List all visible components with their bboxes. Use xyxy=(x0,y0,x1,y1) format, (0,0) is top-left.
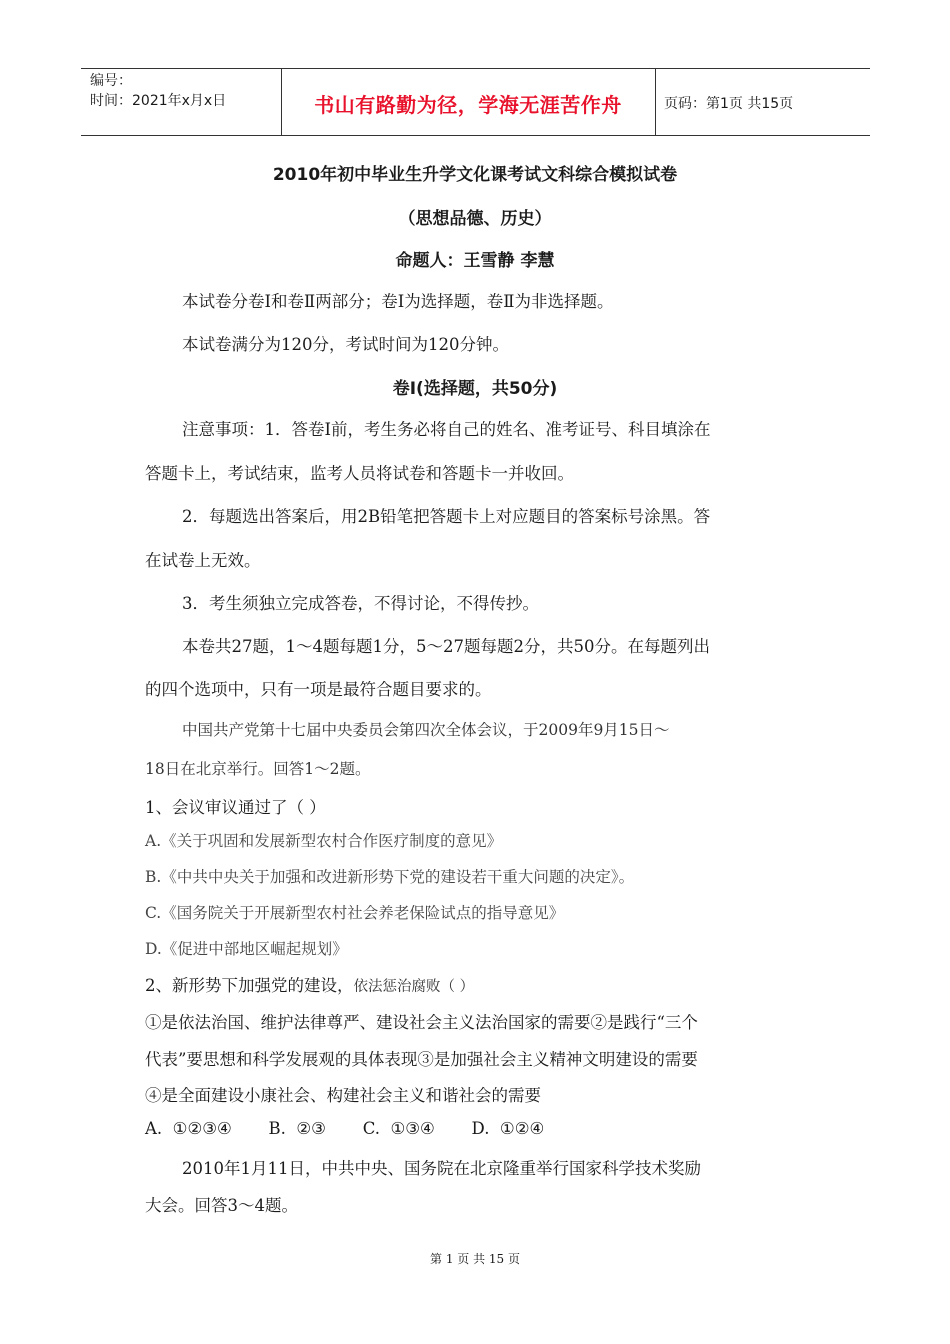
q2-statement: 代表”要思想和科学发展观的具体表现③是加强社会主义精神文明建设的需要 xyxy=(145,1050,698,1069)
context-line: 18日在北京举行。回答1～2题。 xyxy=(145,760,371,778)
q1-option-a: A.《关于巩固和发展新型农村合作医疗制度的意见》 xyxy=(145,832,503,850)
rule-line: 的四个选项中，只有一项是最符合题目要求的。 xyxy=(145,680,492,699)
note-line: 2．每题选出答案后，用2B铅笔把答题卡上对应题目的答案标号涂黑。答 xyxy=(182,507,711,526)
q2-stem-tail: 依法惩治腐败（ ） xyxy=(353,979,475,995)
q2-statement: ①是依法治国、维护法律尊严、建设社会主义法治国家的需要②是践行“三个 xyxy=(145,1013,698,1032)
context-line: 大会。回答3～4题。 xyxy=(145,1196,298,1215)
context-line: 中国共产党第十七届中央委员会第四次全体会议，于2009年9月15日～ xyxy=(182,721,670,739)
section-title: 卷Ⅰ(选择题，共50分) xyxy=(392,379,558,399)
note-line: 答题卡上，考试结束，监考人员将试卷和答题卡一并收回。 xyxy=(145,464,574,483)
header-meta xyxy=(90,71,226,111)
note-line: 3．考生须独立完成答卷，不得讨论，不得传抄。 xyxy=(182,594,539,613)
q2-stem: 2、新形势下加强党的建设， xyxy=(145,976,354,995)
serial-label: 编号： xyxy=(90,73,132,89)
page-header xyxy=(81,68,870,136)
q1-option-c: C.《国务院关于开展新型农村社会养老保险试点的指导意见》 xyxy=(145,904,565,922)
header-motto: 书山有路勤为径，学海无涯苦作舟 xyxy=(314,93,622,117)
time-label: 时间：2021年x月x日 xyxy=(90,93,227,109)
context-line: 2010年1月11日，中共中央、国务院在北京隆重举行国家科学技术奖励 xyxy=(182,1159,701,1178)
exam-authors: 命题人：王雪静 李慧 xyxy=(395,251,555,271)
header-page-info: 页码：第1页 共15页 xyxy=(664,96,794,112)
q1-option-b: B.《中共中央关于加强和改进新形势下党的建设若干重大问题的决定》。 xyxy=(145,868,635,886)
exam-subtitle: （思想品德、历史） xyxy=(398,209,552,229)
q2-options: A. ①②③④ B. ②③ C. ①③④ D. ①②④ xyxy=(145,1119,545,1138)
question-2 xyxy=(145,972,474,996)
rule-line: 本卷共27题，1～4题每题1分，5～27题每题2分，共50分。在每题列出 xyxy=(182,637,710,656)
header-divider xyxy=(655,69,656,135)
q1-option-d: D.《促进中部地区崛起规划》 xyxy=(145,940,348,958)
note-line: 在试卷上无效。 xyxy=(145,551,261,570)
exam-title: 2010年初中毕业生升学文化课考试文科综合模拟试卷 xyxy=(272,165,678,185)
question-1: 1、会议审议通过了（ ） xyxy=(145,798,326,817)
note-line: 注意事项：1．答卷Ⅰ前，考生务必将自己的姓名、准考证号、科目填涂在 xyxy=(182,420,711,439)
q2-statement: ④是全面建设小康社会、构建社会主义和谐社会的需要 xyxy=(145,1086,541,1105)
page-footer: 第 1 页 共 15 页 xyxy=(430,1252,520,1266)
intro-line: 本试卷分卷Ⅰ和卷Ⅱ两部分；卷Ⅰ为选择题，卷Ⅱ为非选择题。 xyxy=(182,292,614,311)
intro-line: 本试卷满分为120分，考试时间为120分钟。 xyxy=(182,335,509,354)
